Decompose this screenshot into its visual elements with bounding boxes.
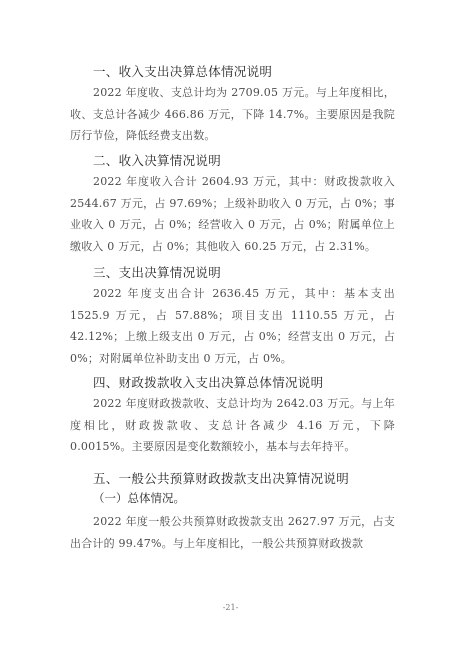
paragraph-fiscal-appropriation-overview: 2022 年度财政拨款收、支总计均为 2642.03 万元。与上年度相比，财政拨款收、支总计各减少 4.16 万元，下降 0.0015%。主要原因是变化数额较小，基本与去年持平。 — [70, 397, 395, 453]
heading-expense-details: 三、支出决算情况说明 — [93, 265, 222, 280]
subheading-overall-situation: （一）总体情况。 — [93, 491, 185, 505]
paragraph-income-details: 2022 年度收入合计 2604.93 万元，其中：财政拨款收入 2544.67 万元，占 97.69%；上级补助收入 0 万元，占 0%；事业收入 0 万元，占 0%；经营收入 0 万元，占 0%；附属单位上缴收入 0 万元，占 0%；其他收入 60.25 万元，占 2.31%。 — [70, 175, 395, 253]
heading-income-expense-overview: 一、收入支出决算总体情况说明 — [93, 64, 273, 79]
page-number: -21- — [222, 603, 239, 612]
heading-income-details: 二、收入决算情况说明 — [93, 153, 222, 168]
heading-general-budget-appropriation: 五、一般公共预算财政拨款支出决算情况说明 — [93, 471, 350, 486]
paragraph-general-budget-appropriation: 2022 年度一般公共预算财政拨款支出 2627.97 万元，占支出合计的 99.47%。与上年度相比，一般公共预算财政拨款 — [70, 515, 395, 550]
paragraph-income-expense-overview: 2022 年度收、支总计均为 2709.05 万元。与上年度相比，收、支总计各减少 466.86 万元，下降 14.7%。主要原因是我院厉行节俭，降低经费支出数。 — [70, 86, 395, 142]
heading-fiscal-appropriation-overview: 四、财政拨款收入支出决算总体情况说明 — [93, 375, 324, 390]
paragraph-expense-details: 2022 年度支出合计 2636.45 万元，其中：基本支出 1525.9 万元，占 57.88%；项目支出 1110.55 万元，占 42.12%；上缴上级支出 0 万元，占 0%；经营支出 0 万元，占 0%；对附属单位补助支出 0 万元，占 0%。 — [70, 287, 395, 365]
